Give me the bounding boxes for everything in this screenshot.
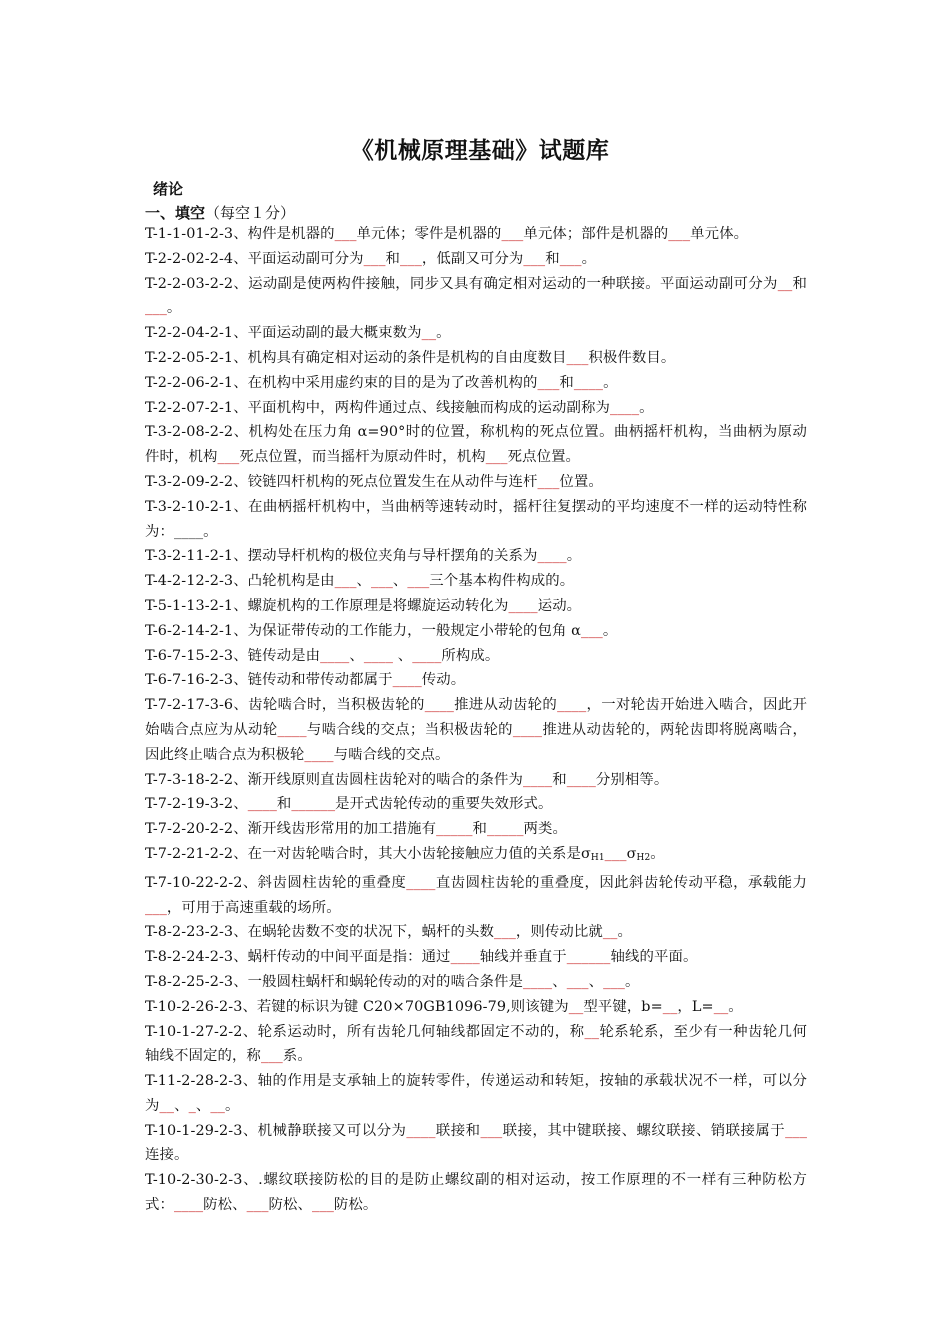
fill-in-blank: ____ [512, 721, 543, 738]
question-text: T-7-2-17-3-6、齿轮啮合时，当积极齿轮的 [145, 697, 425, 714]
question-item [145, 792, 807, 817]
question-text: T-10-1-27-2-2、轮系运动时，所有齿轮几何轴线都固定不动的，称 [145, 1023, 585, 1040]
fill-in-blank: ____ [247, 796, 277, 813]
question-text: 、 [393, 647, 413, 664]
fill-in-blank: ____ [508, 597, 538, 614]
fill-in-blank: __ [584, 1023, 600, 1040]
question-item [145, 1168, 807, 1218]
subscript-text: H2 [636, 852, 651, 863]
fill-in-blank: ___ [312, 1197, 334, 1214]
question-text: T-2-2-03-2-2、运动副是使两构件接触，同步又具有确定相对运动的一种联接。平面运动副可分为 [145, 275, 778, 292]
question-text: 推进从动齿轮的，两轮齿即将脱离啮合，因此终止啮合点为积极轮 [145, 721, 807, 763]
question-text: 联接，其中键联接、螺纹联接、销联接属于 [502, 1122, 786, 1139]
question-text: T-2-2-06-2-1、在机构中采用虚约束的目的是为了改善机构的 [145, 374, 538, 391]
fill-in-blank: __ [421, 325, 437, 342]
question-text: 和 [472, 821, 488, 838]
fill-in-blank: ____ [412, 647, 442, 664]
fill-in-blank: __ [662, 998, 678, 1015]
question-text: 。 [581, 250, 597, 267]
question-text: 。 [624, 973, 640, 990]
question-text: 、 [392, 573, 408, 590]
fill-in-blank: ____ [320, 647, 350, 664]
question-text: T-3-2-11-2-1、摆动导杆机构的极位夹角与导杆摆角的关系为 [145, 548, 538, 565]
fill-in-blank: ___ [523, 250, 546, 267]
fill-in-blank: ___ [494, 924, 516, 941]
fill-in-blank: ___ [559, 250, 582, 267]
fill-in-blank: ___ [485, 449, 508, 466]
question-text: T-2-2-07-2-1、平面机构中，两构件通过点、线接触而构成的运动副称为 [145, 399, 610, 416]
question-text: 直齿圆柱齿轮的重叠度，因此斜齿轮传动平稳，承载能力 [435, 874, 808, 891]
question-text: 、 [356, 573, 372, 590]
question-text: 联接和 [435, 1122, 481, 1139]
fill-in-blank: ___ [217, 449, 240, 466]
question-text: 、 [349, 647, 364, 664]
question-text: 。 [224, 1097, 240, 1114]
fill-in-blank: ___ [537, 374, 560, 391]
question-text: 防松。 [333, 1197, 378, 1214]
question-text: T-7-2-19-3-2、 [145, 796, 248, 813]
question-text: 分别相等。 [595, 771, 669, 788]
fill-in-blank: ___ [501, 226, 524, 242]
question-text: T-7-2-21-2-2、在一对齿轮啮合时，其大小齿轮接触应力值的关系是σ [145, 845, 591, 862]
question-item [145, 247, 807, 272]
question-text: T-7-2-20-2-2、渐开线齿形常用的加工措施有 [145, 821, 437, 838]
question-text: 和 [552, 771, 567, 788]
question-text: 防松、 [203, 1197, 247, 1214]
question-text: ，可用于高速重载的场所。 [166, 899, 341, 916]
question-item [145, 668, 807, 693]
fill-in-blank: ___ [480, 1122, 503, 1139]
question-text: 与啮合线的交点。 [333, 746, 450, 763]
question-item [145, 644, 807, 669]
fill-in-blank: ___ [407, 573, 430, 590]
question-text: T-1-1-01-2-3、构件是机器的 [145, 226, 335, 242]
fill-in-blank: ____ [537, 548, 567, 565]
fill-in-blank: ______ [566, 949, 611, 966]
fill-in-blank: __ [568, 998, 584, 1015]
question-item [145, 544, 807, 569]
question-text: 。 [728, 998, 743, 1015]
question-text: 连接。 [145, 1147, 189, 1164]
question-text: T-2-2-05-2-1、机构具有确定相对运动的条件是机构的自由度数目 [145, 349, 567, 366]
question-item [145, 619, 807, 644]
question-text: T-4-2-12-2-3、凸轮机构是由 [145, 573, 335, 590]
question-text: T-3-2-08-2-2、机构处在压力角 α=90°时的位置，称机构的死点位置。曲柄摇杆机构，当曲柄为原动件时，机构 [145, 424, 807, 466]
subsection-note: （每空１分） [205, 204, 296, 222]
fill-in-blank: ___ [580, 622, 603, 639]
question-text: T-10-2-26-2-3、若键的标识为键 C20×70GB1096-79,则该键为 [145, 998, 569, 1015]
question-text: ，低副又可分为 [421, 250, 524, 267]
question-item [145, 420, 807, 470]
question-item [145, 396, 807, 421]
question-text: T-7-10-22-2-2、斜齿圆柱齿轮的重叠度 [145, 874, 407, 891]
fill-in-blank: __ [210, 1097, 225, 1114]
question-text: T-5-1-13-2-1、螺旋机构的工作原理是将螺旋运动转化为 [145, 597, 509, 614]
fill-in-blank: ___ [566, 973, 589, 990]
question-text: T-3-2-09-2-2、铰链四杆机构的死点位置发生在从动件与连杆 [145, 473, 538, 490]
question-text: 是开式齿轮传动的重要失效形式。 [335, 796, 553, 813]
fill-in-blank: ____ [566, 771, 596, 788]
fill-in-blank: ____ [523, 771, 553, 788]
fill-in-blank: ___ [334, 573, 357, 590]
question-item [145, 470, 807, 495]
question-text: 位置。 [559, 473, 603, 490]
question-text: T-8-2-24-2-3、蜗杆传动的中间平面是指：通过 [145, 949, 451, 966]
question-text: 、 [195, 1097, 211, 1114]
question-item [145, 842, 807, 871]
question-item [145, 321, 807, 346]
question-text: 、 [552, 973, 567, 990]
question-item [145, 945, 807, 970]
question-text: T-7-3-18-2-2、渐开线原则直齿圆柱齿轮对的啮合的条件为 [145, 771, 524, 788]
question-list [145, 222, 807, 1218]
fill-in-blank: ___ [537, 473, 560, 490]
question-item [145, 1069, 807, 1119]
fill-in-blank: ____ [609, 399, 640, 416]
question-text: 和 [545, 250, 560, 267]
question-text: 死点位置。 [507, 449, 581, 466]
question-text: 。 [203, 523, 218, 540]
question-text: T-6-2-14-2-1、为保证带传动的工作能力，一般规定小带轮的包角 α [145, 622, 581, 639]
question-text: 。 [566, 548, 582, 565]
fill-in-blank: _____ [436, 821, 473, 838]
question-item [145, 693, 807, 767]
question-text: T-3-2-10-2-1、在曲柄摇杆机构中，当曲柄等速转动时，摇杆往复摆动的平均速度不一样的运动特性称为： [145, 498, 807, 540]
question-text: T-11-2-28-2-3、轴的作用是支承轴上的旋转零件，传递运动和转矩，按轴的承载状况不一样，可以分为 [145, 1073, 807, 1114]
fill-in-blank: ___ [566, 349, 589, 366]
question-text: T-2-2-04-2-1、平面运动副的最大概束数为 [145, 325, 422, 342]
question-item [145, 871, 807, 921]
question-item [145, 495, 807, 545]
question-item [145, 920, 807, 945]
question-text: 。 [602, 622, 618, 639]
question-item [145, 1119, 807, 1169]
question-text: 传动。 [421, 672, 466, 689]
fill-in-blank: __ [602, 924, 618, 941]
question-item [145, 371, 807, 396]
question-text: 两类。 [523, 821, 568, 838]
question-text: T-6-7-16-2-3、链传动和带传动都属于 [145, 672, 393, 689]
section-heading: 绪论 [153, 180, 184, 198]
question-text: T-10-2-30-2-3、.螺纹联接防松的目的是防止螺纹副的相对运动，按工作原理的不一样有三种防松方式： [145, 1172, 807, 1214]
question-text: 单元体；零件是机器的 [356, 226, 502, 242]
question-text: 、 [174, 1097, 189, 1114]
question-text: 。 [603, 374, 618, 391]
question-text: 单元体；部件是机器的 [523, 226, 669, 242]
question-text: 。 [617, 924, 632, 941]
question-text: 三个基本构件构成的。 [429, 573, 575, 590]
question-text: σ [626, 845, 637, 862]
question-item [145, 346, 807, 371]
fill-in-blank: ___ [400, 250, 422, 267]
question-text: 轴线并垂直于 [479, 949, 567, 966]
fill-in-blank: ___ [603, 973, 625, 990]
fill-in-blank: ___ [371, 573, 393, 590]
subsection-heading [145, 202, 295, 223]
question-text: 和 [385, 250, 400, 267]
fill-in-blank: ___ [785, 1122, 808, 1139]
question-text: T-8-2-23-2-3、在蜗轮齿数不变的状况下，蜗杆的头数 [145, 924, 495, 941]
fill-in-blank: __ [713, 998, 729, 1015]
fill-in-blank: __ [159, 1097, 175, 1114]
subsection-title: 一、填空 [145, 204, 206, 222]
question-text: 。 [639, 399, 654, 416]
fill-in-blank: ____ [173, 523, 204, 540]
question-item [145, 768, 807, 793]
question-text: 型平键，b= [583, 998, 663, 1015]
question-text: 轴线的平面。 [610, 949, 698, 966]
fill-in-blank: ____ [406, 874, 436, 891]
question-item [145, 569, 807, 594]
fill-in-blank: ___ [145, 300, 167, 317]
question-text: 和 [276, 796, 292, 813]
question-text: 与啮合线的交点；当积极齿轮的 [306, 721, 513, 738]
question-text: T-6-7-15-2-3、链传动是由 [145, 647, 321, 664]
question-text: 。 [436, 325, 451, 342]
question-text: 系。 [282, 1048, 312, 1065]
fill-in-blank: ____ [424, 697, 454, 714]
question-text: T-8-2-25-2-3、一般圆柱蜗杆和蜗轮传动的对的啮合条件是 [145, 973, 524, 990]
fill-in-blank: ___ [668, 226, 691, 242]
question-item [145, 995, 807, 1020]
fill-in-blank: _____ [487, 821, 524, 838]
question-item [145, 970, 807, 995]
fill-in-blank: ____ [523, 973, 553, 990]
fill-in-blank: _ [188, 1097, 196, 1114]
question-text: ，一对轮齿开始进入啮合，因此开始啮合点应为从动轮 [145, 697, 807, 738]
fill-in-blank: __ [777, 275, 793, 292]
fill-in-blank: ___ [246, 1197, 269, 1214]
question-text: 、 [588, 973, 604, 990]
fill-in-blank: ____ [277, 721, 307, 738]
fill-in-blank: ____ [557, 697, 587, 714]
question-text: T-2-2-02-2-4、平面运动副可分为 [145, 250, 364, 267]
question-item [145, 594, 807, 619]
question-text: 和 [792, 275, 807, 292]
fill-in-blank: ___ [604, 845, 627, 862]
fill-in-blank: ___ [363, 250, 386, 267]
question-item [145, 1020, 807, 1070]
subscript-text: H1 [590, 852, 605, 863]
question-text: 防松、 [268, 1197, 313, 1214]
question-text: 运动。 [537, 597, 582, 614]
fill-in-blank: ____ [573, 374, 604, 391]
fill-in-blank: ___ [334, 226, 357, 242]
question-text: 单元体。 [690, 226, 749, 242]
fill-in-blank: ______ [291, 796, 336, 813]
question-item [145, 817, 807, 842]
question-text: T-10-1-29-2-3、机械静联接又可以分为 [145, 1122, 407, 1139]
question-text: ，L= [677, 998, 714, 1015]
question-text: 所构成。 [441, 647, 500, 664]
fill-in-blank: ____ [450, 949, 480, 966]
question-text: 推进从动齿轮的 [453, 697, 558, 714]
question-text: ，则传动比就 [515, 924, 603, 941]
fill-in-blank: ____ [173, 1197, 204, 1214]
question-text: 。 [650, 845, 665, 862]
fill-in-blank: ____ [392, 672, 422, 689]
question-text: 轮系轮系，至少有一种齿轮几何轴线不固定的，称 [145, 1023, 807, 1065]
fill-in-blank: ____ [363, 647, 394, 664]
fill-in-blank: ____ [406, 1122, 436, 1139]
fill-in-blank: ___ [145, 899, 167, 916]
page-title: 《机械原理基础》试题库 [350, 138, 610, 164]
question-item [145, 222, 807, 247]
fill-in-blank: ____ [304, 746, 334, 763]
fill-in-blank: ___ [260, 1048, 283, 1065]
question-text: 和 [559, 374, 574, 391]
question-text: 。 [166, 300, 182, 317]
question-text: 死点位置，而当摇杆为原动件时，机构 [239, 449, 486, 466]
question-text: 积极件数目。 [588, 349, 676, 366]
question-item [145, 272, 807, 322]
